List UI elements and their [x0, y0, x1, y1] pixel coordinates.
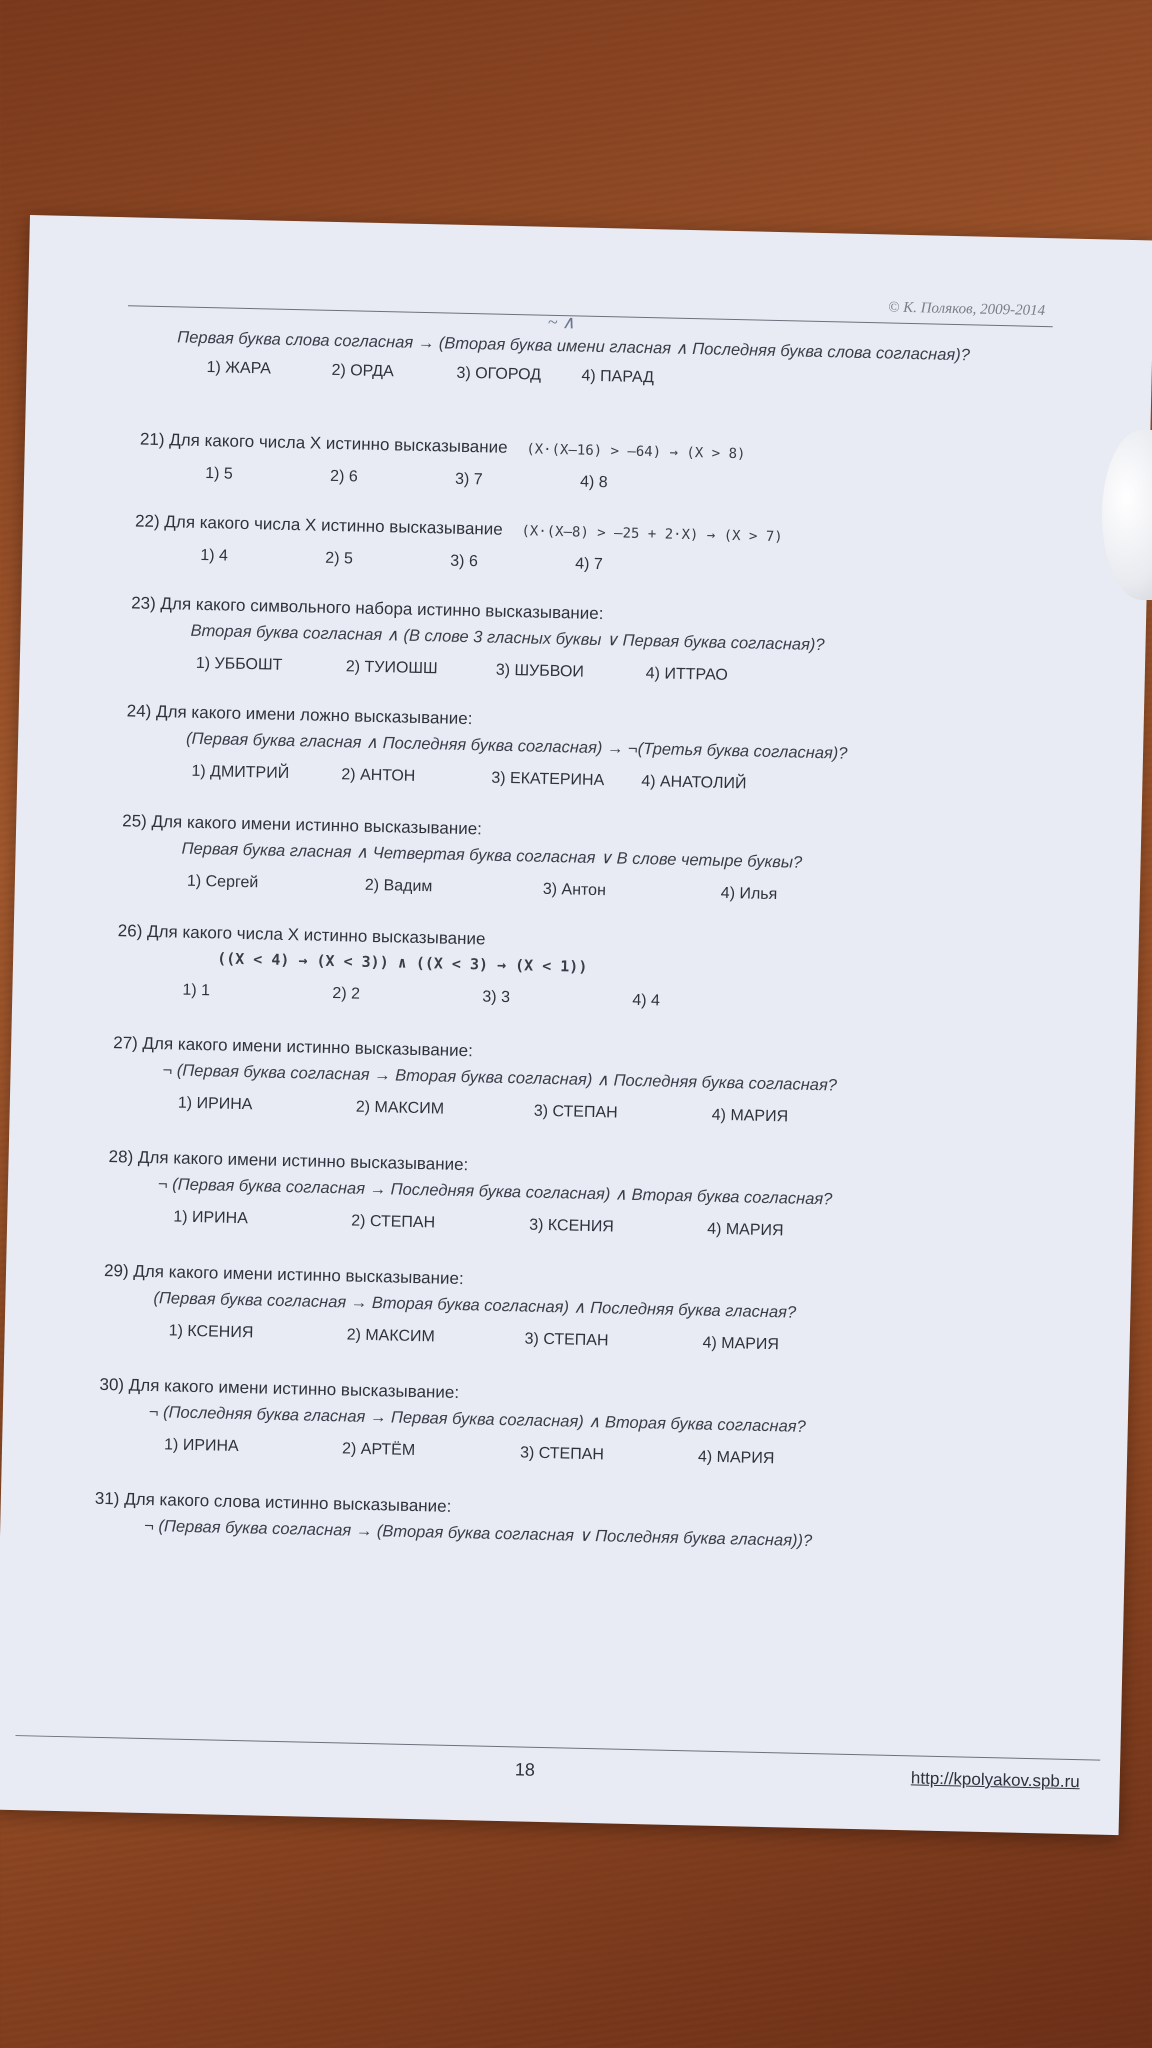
question-number: 28) — [108, 1147, 134, 1167]
site-link[interactable]: http://kpolyakov.spb.ru — [910, 1768, 1080, 1792]
question-number: 31) — [94, 1488, 120, 1509]
answer-options — [125, 761, 1152, 802]
question-expression: ((X < 4) → (X < 3)) ∧ ((X < 3) → (X < 1)) — [216, 949, 588, 976]
answer-option[interactable]: 4) МАРИЯ — [706, 1220, 784, 1240]
question-24 — [125, 701, 1152, 802]
answer-option[interactable]: 1) ДМИТРИЙ — [191, 762, 290, 783]
footer-divider — [15, 1735, 1100, 1761]
answer-option[interactable]: 3) КСЕНИЯ — [529, 1216, 615, 1236]
answer-option[interactable]: 4) 4 — [632, 991, 661, 1010]
question-25 — [121, 811, 1152, 912]
question-31 — [94, 1489, 1125, 1558]
answer-option[interactable]: 1) 5 — [204, 465, 233, 483]
question-title: 24) Для какого имени ложно высказывание: — [126, 701, 473, 729]
answer-option[interactable]: 1) Сергей — [186, 872, 259, 892]
question-number: 25) — [122, 811, 148, 831]
answer-option[interactable]: 3) 3 — [482, 988, 511, 1007]
answer-options — [98, 1435, 1128, 1476]
question-expression: (X·(X–8) > –25 + 2·X) → (X > 7) — [521, 523, 783, 546]
answer-option[interactable]: 3) ОГОРОД — [456, 364, 542, 384]
answer-option[interactable]: 4) МАРИЯ — [697, 1448, 775, 1468]
question-title: 22) Для какого числа X истинно высказывание (X·(X–8) > –25 + 2·X) → (X > 7) — [134, 511, 783, 546]
answer-options — [112, 1093, 1142, 1134]
answer-option[interactable]: 1) УББОШТ — [195, 654, 283, 674]
answer-option[interactable]: 3) СТЕПАН — [524, 1330, 609, 1350]
question-26 — [116, 921, 1147, 1021]
answer-option[interactable]: 4) ИТТРАО — [645, 665, 729, 684]
answer-option[interactable]: 1) ИРИНА — [173, 1208, 249, 1228]
question-22 — [134, 511, 1152, 586]
question-expression: ¬ (Первая буква согласная → Вторая буква согласная) ∧ Последняя буква согласная? — [162, 1061, 838, 1095]
answer-options — [134, 545, 1152, 586]
answer-options — [107, 1207, 1137, 1248]
answer-option[interactable]: 4) АНАТОЛИЙ — [641, 773, 747, 793]
answer-option[interactable]: 2) 6 — [329, 467, 358, 486]
question-expression: Первая буква слова согласная → (Вторая буква имени гласная ∧ Последняя буква слова согласная)? — [177, 328, 971, 365]
question-number: 22) — [134, 511, 160, 532]
question-number: 23) — [131, 593, 157, 613]
answer-option[interactable]: 3) СТЕПАН — [533, 1102, 618, 1122]
answer-options — [103, 1321, 1133, 1362]
answer-option[interactable]: 1) 4 — [200, 546, 229, 565]
question-number: 27) — [113, 1033, 139, 1053]
answer-option[interactable]: 2) 5 — [325, 549, 354, 568]
paper-sheet — [0, 215, 1152, 1835]
answer-option[interactable]: 1) КСЕНИЯ — [168, 1322, 254, 1342]
answer-option[interactable]: 4) МАРИЯ — [702, 1334, 780, 1354]
answer-option[interactable]: 2) СТЕПАН — [351, 1212, 436, 1232]
answer-option[interactable]: 1) ИРИНА — [163, 1436, 239, 1456]
answer-option[interactable]: 3) ЕКАТЕРИНА — [491, 769, 605, 790]
question-28 — [107, 1147, 1139, 1248]
question-expression: ¬ (Первая буква согласная → (Вторая буква согласная ∨ Последняя буква гласная))? — [144, 1516, 813, 1551]
answer-option[interactable]: 2) МАКСИМ — [355, 1098, 445, 1118]
question-27 — [112, 1033, 1144, 1134]
header-credit: © К. Поляков, 2009-2014 — [887, 299, 1046, 320]
question-expression: (Первая буква гласная ∧ Последняя буква согласная) → ¬(Третья буква согласная)? — [185, 729, 848, 763]
question-title: 29) Для какого имени истинно высказывание: — [103, 1260, 464, 1289]
answer-option[interactable]: 3) 7 — [454, 470, 483, 489]
question-29 — [103, 1261, 1135, 1362]
answer-option[interactable]: 2) Вадим — [364, 876, 433, 896]
question-number: 24) — [126, 701, 152, 721]
handwritten-scribble: ~ ∧ — [547, 311, 576, 333]
question-title: 26) Для какого числа X истинно высказывание — [117, 921, 486, 949]
question-expression: Вторая буква согласная ∧ (В слове 3 гласных буквы ∨ Первая буква согласная)? — [190, 621, 825, 655]
question-30 — [98, 1375, 1130, 1476]
answer-option[interactable]: 2) ОРДА — [331, 361, 394, 381]
answer-option[interactable]: 1) ИРИНА — [177, 1094, 253, 1114]
question-number: 26) — [117, 921, 143, 941]
question-title: 21) Для какого числа X истинно высказывание (X·(X–16) > –64) → (X > 8) — [139, 429, 746, 463]
question-title: 28) Для какого имени истинно высказывание: — [108, 1147, 469, 1175]
answer-option[interactable]: 2) МАКСИМ — [346, 1326, 436, 1346]
question-expression: Первая буква гласная ∧ Четвертая буква согласная ∨ В слове четыре буквы? — [181, 839, 803, 872]
answer-option[interactable]: 3) 6 — [450, 552, 479, 571]
question-20-continued — [176, 318, 1057, 396]
question-title: 30) Для какого имени истинно высказывание: — [99, 1374, 460, 1403]
answer-option[interactable]: 3) Антон — [542, 880, 607, 900]
answer-option[interactable]: 2) АНТОН — [341, 766, 416, 785]
question-expression: (X·(X–16) > –64) → (X > 8) — [526, 441, 746, 463]
question-21 — [139, 430, 1152, 505]
answer-option[interactable]: 3) ШУБВОИ — [495, 661, 585, 681]
question-number: 30) — [99, 1374, 125, 1395]
question-title: 27) Для какого имени истинно высказывание: — [113, 1033, 474, 1061]
question-expression: ¬ (Первая буква согласная → Последняя буква согласная) ∧ Вторая буква согласная? — [157, 1175, 833, 1209]
question-title: 31) Для какого слова истинно высказывание: — [94, 1488, 452, 1516]
question-expression: ¬ (Последняя буква гласная → Первая буква согласная) ∧ Вторая буква согласная? — [148, 1403, 806, 1436]
question-number: 29) — [103, 1260, 129, 1281]
answer-options — [121, 871, 1151, 912]
answer-options — [116, 980, 1146, 1021]
question-expression: (Первая буква согласная → Вторая буква согласная) ∧ Последняя буква гласная? — [153, 1289, 797, 1322]
answer-option[interactable]: 4) 8 — [579, 473, 608, 492]
answer-option[interactable]: 4) 7 — [575, 555, 603, 574]
answer-option[interactable]: 2) АРТЁМ — [341, 1440, 416, 1460]
answer-options — [130, 653, 1152, 694]
answer-option[interactable]: 2) 2 — [332, 985, 361, 1003]
answer-option[interactable]: 4) Илья — [720, 884, 778, 904]
question-title: 25) Для какого имени истинно высказывание: — [122, 811, 483, 839]
answer-option[interactable]: 4) МАРИЯ — [711, 1106, 789, 1126]
question-title: 23) Для какого символьного набора истинно высказывание: — [131, 593, 604, 624]
answer-option[interactable]: 4) ПАРАД — [581, 367, 655, 387]
answer-option[interactable]: 1) ЖАРА — [206, 359, 272, 378]
answer-option[interactable]: 3) СТЕПАН — [519, 1444, 605, 1464]
question-number: 21) — [139, 429, 165, 450]
answer-option[interactable]: 2) ТУИОШШ — [345, 658, 438, 678]
page-number: 18 — [514, 1759, 536, 1780]
answer-options — [139, 464, 1152, 505]
question-23 — [130, 593, 1152, 694]
answer-option[interactable]: 1) 1 — [182, 981, 211, 1000]
